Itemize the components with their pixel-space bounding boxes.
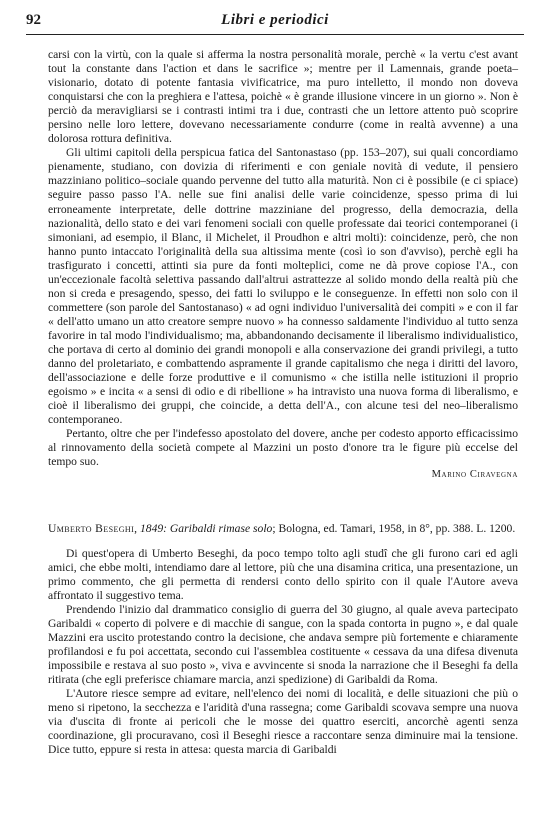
paragraph: Pertanto, oltre che per l'indefesso apostolato del dovere, anche per codesto apporto efficacissimo al rinnovamento della società compete al Mazzini un posto d'onore tra le figure più eccelse del tempo suo. <box>48 427 518 469</box>
paragraph: carsi con la virtù, con la quale si afferma la nostra personalità morale, perchè « la vertu c'est avant tout la constante dans l'action et dans le sacrifice »; mentre per il Lamennais, grande poeta–visionario, dotato di potente fantasia vivificatrice, ma puro intelletto, il mondo non doveva conquistarsi che con la preghiera e l'attesa, poichè « è grande illusione vincere in un giorno ». Non è perciò da meravigliarsi se i contrasti intimi tra i due, contrasti che un lettore attento può scoprire persino nelle loro lettere, dovevano necessariamente condurre (come in realtà avvenne) a una dolorosa rottura definitiva. <box>48 48 518 146</box>
paragraph: Prendendo l'inizio dal drammatico consiglio di guerra del 30 giugno, al quale aveva partecipato Garibaldi « coperto di polvere e di macchie di sangue, con la spada contorta in pugno », e dal quale Mazzini era uscito protestando contro la decisione, che andava sempre più fortemente e chiaramente profilandosi e fu poi accettata, secondo cui l'assemblea costituente « cessava da una difesa divenuta impossibile e restava al suo posto », viva e avvincente si snoda la narrazione che il Beseghi fa della ritirata (che egli preferisce chiamare marcia, anzi spedizione) di Garibaldi da Roma. <box>48 602 518 686</box>
bibliographic-entry: Umberto Beseghi, 1849: Garibaldi rimase solo; Bologna, ed. Tamari, 1958, in 8°, pp. 388. L. 1200. <box>48 522 516 536</box>
paragraph: Gli ultimi capitoli della perspicua fatica del Santonastaso (pp. 153–207), sui quali concordiamo pienamente, studiano, con dovizia di riferimenti e con geniale novità di vedute, il pensiero mazziniano politico–sociale quando pervenne del tutto alla maturità. Non ci è possibile (e ci spiace) seguire passo passo l'A. nelle sue fini analisi delle varie coincidenze, spesso prima di lui erroneamente interpretate, delle dottrine mazziniane del progresso, della democrazia, della nazionalità, dello stato e dei vari fenomeni sociali con quelle professate dai teorici contemporanei (i simoniani, ad esempio, il Blanc, il Michelet, il Proudhon e altri molti): coincidenze, però, che non hanno punto intaccato l'originalità della sua altissima mente (così io son d'avviso), perchè egli ha trasfigurato i concetti, attinti sia pure da fonti molteplici, come ne dà prove copiose l'A., con un'eccezionale facoltà selettiva passando dall'altrui astrattezze al solido mondo della realtà più che non si creda e presagendo, spesso, dei fatti lo sviluppo e le conseguenze. In effetti non solo con il commettere (son parole del Santostanaso) « ad ogni individuo l'universalità dei compiti » e con il far « dell'atto umano un atto creatore sempre nuovo » ha connesso saldamente l'individuo al tutto senza favorire in tal modo l'individualismo; ma, abbandonando decisamente il liberalismo individualistico, che portava di certo al dominio dei grandi monopoli e alla conservazione dei grandi privilegi, a tutto danno del proletariato, e combattendo aspramente il grande capitalismo che nega i diritti del lavoro, dell'associazione e delle forze produttive e il comunismo « che istilla nelle istituzioni il proprio egoismo » e incita « a sensi di odio e di ribellione » ha intravisto una nuova forma di liberalismo, e cioè il liberalismo dei gruppi, che coincide, a detta dell'A., con alcune tesi del neo–liberalismo contemporaneo. <box>48 146 518 427</box>
publication-info: ; Bologna, ed. Tamari, 1958, in 8°, pp. 388. L. 1200. <box>272 522 516 536</box>
reviewer-signature: Marino Ciravegna <box>431 469 518 481</box>
book-author: Umberto Beseghi <box>48 522 135 536</box>
page-header <box>26 12 524 36</box>
book-title: 1849: Garibaldi rimase solo <box>139 522 273 536</box>
running-head: Libri e periodici <box>221 12 329 28</box>
page-number: 92 <box>26 12 41 28</box>
section-spacer <box>48 482 518 522</box>
header-rule <box>26 34 524 35</box>
first-review <box>48 48 518 482</box>
second-review <box>48 522 518 757</box>
paragraph: L'Autore riesce sempre ad evitare, nell'elenco dei nomi di località, e delle situazioni che più o meno si ripetono, la secchezza e l'aridità d'una rassegna; come Garibaldi scovava sempre una nuova via d'uscita di fronte ai pericoli che le mosse dei quattro eserciti, ancorchè agenti senza coordinazione, gli procuravano, così il Beseghi riesce a raccontare senza diminuire mai la tensione. Dice tutto, eppure si resta in attesa: questa marcia di Garibaldi <box>48 686 518 757</box>
page-body <box>48 48 518 757</box>
paragraph: Di quest'opera di Umberto Beseghi, da poco tempo tolto agli studî che gli furono cari ed agli amici, che ebbe molti, intendiamo dare al lettore, più che una disamina critica, una presentazione, un primo commento, che gli permetta di rendersi conto dello spirito con il quale l'Autore aveva affrontato il suggestivo tema. <box>48 546 518 602</box>
